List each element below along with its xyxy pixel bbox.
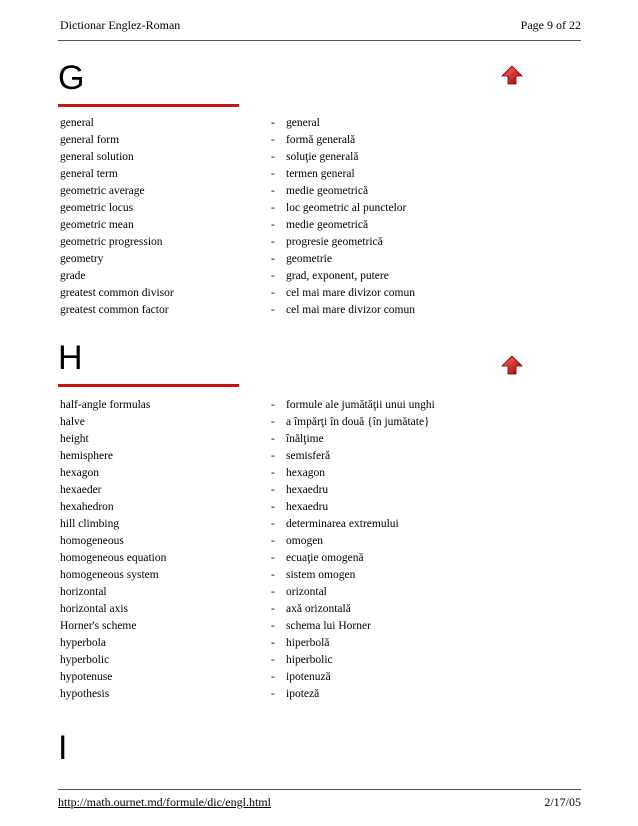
english-term: geometric progression — [60, 236, 163, 248]
romanian-translation: hiperbolic — [286, 654, 333, 666]
romanian-translation: formă generală — [286, 134, 356, 146]
page-indicator: Page 9 of 22 — [520, 18, 581, 32]
romanian-translation: orizontal — [286, 586, 327, 598]
separator-dash: - — [271, 552, 275, 564]
romanian-translation: loc geometric al punctelor — [286, 202, 407, 214]
list-item — [0, 285, 638, 302]
separator-dash: - — [271, 450, 275, 462]
romanian-translation: determinarea extremului — [286, 518, 399, 530]
romanian-translation: hexagon — [286, 467, 325, 479]
english-term: greatest common divisor — [60, 287, 174, 299]
english-term: homogeneous — [60, 535, 124, 547]
list-item — [0, 431, 638, 448]
section-underline-g — [58, 104, 239, 107]
romanian-translation: cel mai mare divizor comun — [286, 304, 416, 316]
list-item — [0, 669, 638, 686]
section-underline-h — [58, 384, 239, 387]
entry-list-g — [0, 115, 638, 319]
separator-dash: - — [271, 467, 275, 479]
separator-dash: - — [271, 134, 275, 146]
list-item — [0, 584, 638, 601]
separator-dash: - — [271, 117, 275, 129]
english-term: halve — [60, 416, 85, 428]
english-term: geometry — [60, 253, 104, 265]
romanian-translation: hiperbolă — [286, 637, 330, 649]
list-item — [0, 132, 638, 149]
english-term: hexaeder — [60, 484, 102, 496]
list-item — [0, 567, 638, 584]
romanian-translation: înălţime — [286, 433, 324, 445]
romanian-translation: ipoteză — [286, 688, 320, 700]
list-item — [0, 499, 638, 516]
list-item — [0, 414, 638, 431]
romanian-translation: cel mai mare divizor comun — [286, 287, 416, 299]
romanian-translation: semisferă — [286, 450, 331, 462]
list-item — [0, 482, 638, 499]
list-item — [0, 652, 638, 669]
romanian-translation: hexaedru — [286, 501, 329, 513]
english-term: height — [60, 433, 89, 445]
romanian-translation: schema lui Horner — [286, 620, 371, 632]
section-letter-g: G — [58, 59, 85, 97]
section-letter-i: I — [58, 729, 68, 767]
english-term: hyperbolic — [60, 654, 110, 666]
romanian-translation: geometrie — [286, 253, 332, 265]
separator-dash: - — [271, 168, 275, 180]
separator-dash: - — [271, 535, 275, 547]
list-item — [0, 635, 638, 652]
separator-dash: - — [271, 151, 275, 163]
romanian-translation: hexaedru — [286, 484, 329, 496]
entry-list-h — [0, 397, 638, 703]
english-term: geometric average — [60, 185, 145, 197]
english-term: hypothesis — [60, 688, 110, 700]
english-term: general form — [60, 134, 120, 146]
list-item — [0, 550, 638, 567]
list-item — [0, 149, 638, 166]
romanian-translation: a împărţi în două {în jumătate} — [286, 416, 430, 428]
separator-dash: - — [271, 569, 275, 581]
english-term: general — [60, 117, 94, 129]
separator-dash: - — [271, 484, 275, 496]
english-term: hypotenuse — [60, 671, 113, 683]
list-item — [0, 465, 638, 482]
english-term: homogeneous system — [60, 569, 159, 581]
romanian-translation: sistem omogen — [286, 569, 356, 581]
source-url-link[interactable]: http://math.ournet.md/formule/dic/engl.html — [58, 795, 271, 809]
separator-dash: - — [271, 603, 275, 615]
list-item — [0, 200, 638, 217]
list-item — [0, 115, 638, 132]
english-term: horizontal axis — [60, 603, 129, 615]
english-term: Horner's scheme — [60, 620, 137, 632]
romanian-translation: medie geometrică — [286, 219, 369, 231]
separator-dash: - — [271, 671, 275, 683]
english-term: hemisphere — [60, 450, 114, 462]
separator-dash: - — [271, 586, 275, 598]
separator-dash: - — [271, 518, 275, 530]
english-term: hyperbola — [60, 637, 106, 649]
header-divider — [58, 40, 581, 41]
separator-dash: - — [271, 219, 275, 231]
list-item — [0, 397, 638, 414]
romanian-translation: ecuaţie omogenă — [286, 552, 364, 564]
list-item — [0, 234, 638, 251]
romanian-translation: ipotenuză — [286, 671, 331, 683]
separator-dash: - — [271, 185, 275, 197]
separator-dash: - — [271, 287, 275, 299]
romanian-translation: general — [286, 117, 320, 129]
separator-dash: - — [271, 433, 275, 445]
separator-dash: - — [271, 253, 275, 265]
list-item — [0, 166, 638, 183]
romanian-translation: formule ale jumătăţii unui unghi — [286, 399, 435, 411]
english-term: greatest common factor — [60, 304, 169, 316]
section-letter-h: H — [58, 339, 83, 377]
list-item — [0, 686, 638, 703]
english-term: general term — [60, 168, 118, 180]
list-item — [0, 251, 638, 268]
footer-divider — [58, 789, 581, 790]
romanian-translation: grad, exponent, putere — [286, 270, 389, 282]
english-term: grade — [60, 270, 86, 282]
list-item — [0, 183, 638, 200]
romanian-translation: omogen — [286, 535, 324, 547]
english-term: hexahedron — [60, 501, 114, 513]
english-term: half-angle formulas — [60, 399, 151, 411]
up-arrow-icon[interactable] — [501, 64, 523, 86]
print-date: 2/17/05 — [544, 795, 581, 809]
english-term: hexagon — [60, 467, 99, 479]
separator-dash: - — [271, 304, 275, 316]
english-term: horizontal — [60, 586, 107, 598]
list-item — [0, 618, 638, 635]
romanian-translation: progresie geometrică — [286, 236, 383, 248]
separator-dash: - — [271, 236, 275, 248]
romanian-translation: axă orizontală — [286, 603, 351, 615]
romanian-translation: termen general — [286, 168, 355, 180]
list-item — [0, 601, 638, 618]
separator-dash: - — [271, 637, 275, 649]
romanian-translation: medie geometrică — [286, 185, 369, 197]
list-item — [0, 516, 638, 533]
list-item — [0, 217, 638, 234]
romanian-translation: soluţie generală — [286, 151, 359, 163]
english-term: geometric locus — [60, 202, 134, 214]
english-term: homogeneous equation — [60, 552, 167, 564]
english-term: general solution — [60, 151, 134, 163]
separator-dash: - — [271, 416, 275, 428]
english-term: geometric mean — [60, 219, 134, 231]
separator-dash: - — [271, 654, 275, 666]
separator-dash: - — [271, 501, 275, 513]
list-item — [0, 268, 638, 285]
document-title: Dictionar Englez-Roman — [60, 18, 181, 32]
separator-dash: - — [271, 399, 275, 411]
list-item — [0, 448, 638, 465]
list-item — [0, 533, 638, 550]
english-term: hill climbing — [60, 518, 120, 530]
separator-dash: - — [271, 620, 275, 632]
up-arrow-icon[interactable] — [501, 354, 523, 376]
separator-dash: - — [271, 270, 275, 282]
separator-dash: - — [271, 688, 275, 700]
separator-dash: - — [271, 202, 275, 214]
list-item — [0, 302, 638, 319]
